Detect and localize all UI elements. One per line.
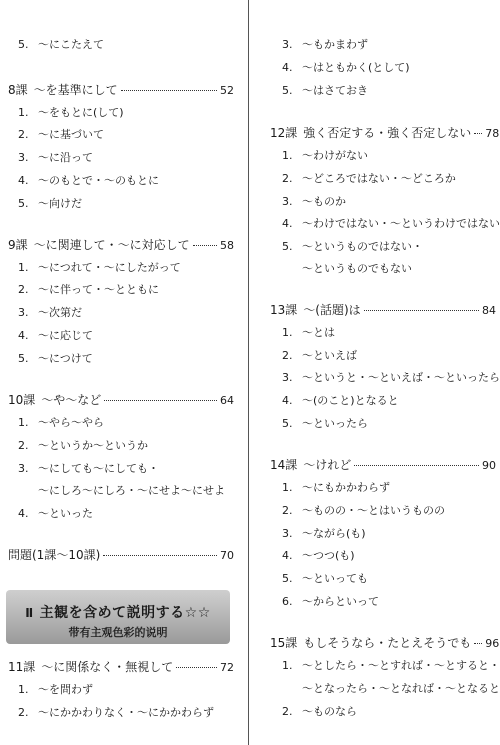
list-item: 2. ～に基づいて [18,128,104,141]
right-column [258,0,500,745]
list-item: 1. ～やら～やら [18,416,104,429]
list-item-continuation: ～となったら・～となれば・～となると [302,682,500,695]
list-item: 5. ～といっても [282,572,368,585]
list-item: 2. ～どころではない・～どころか [282,172,456,185]
section-banner [6,590,230,644]
list-item: 5. ～にこたえて [18,38,104,51]
list-item: 3. ～もかまわず [282,38,368,51]
list-item: 2. ～ものの・～とはいうものの [282,504,445,517]
list-item: 5. ～につけて [18,352,93,365]
list-item: 4. ～のもとで・～のもとに [18,174,159,187]
lesson-heading: 8課 ～を基準にして 52 [8,83,234,97]
list-item: 3. ～ながら(も) [282,527,366,540]
left-column [0,0,240,745]
review-heading: 問題(1課～10課) 70 [8,548,234,562]
lesson-heading: 12課 強く否定する・強く否定しない 78 [270,126,500,140]
section-title: 主観を含めて説明する☆☆ [39,605,211,621]
list-item: 4. ～つつ(も) [282,549,355,562]
list-item: 1. ～わけがない [282,149,368,162]
list-item: 4. ～に応じて [18,329,93,342]
list-item: 2. ～というか～というか [18,439,148,452]
list-item: 4. ～(のこと)となると [282,394,399,407]
list-item: 3. ～ものか [282,195,346,208]
column-divider [248,0,249,745]
list-item: 5. ～といったら [282,417,368,430]
list-item: 1. ～につれて・～にしたがって [18,261,181,274]
list-item: 2. ～といえば [282,349,357,362]
lesson-heading: 9課 ～に関連して・～に対応して 58 [8,238,234,252]
list-item: 1. ～とは [282,326,335,339]
list-item: 5. ～というものではない・ [282,240,423,253]
list-item: 2. ～に伴って・～とともに [18,283,159,296]
list-item: 1. ～にもかかわらず [282,481,390,494]
list-item: 1. ～を問わず [18,683,93,696]
list-item: 5. ～向けだ [18,197,82,210]
list-item-continuation: ～というものでもない [302,262,412,275]
lesson-heading: 15課 もしそうなら・たとえそうでも 96 [270,636,500,650]
list-item: 4. ～といった [18,507,93,520]
list-item: 3. ～次第だ [18,306,82,319]
list-item: 1. ～をもとに(して) [18,106,124,119]
list-item: 4. ～はともかく(として) [282,61,410,74]
section-subtitle: 带有主观色彩的说明 [68,626,168,639]
lesson-heading: 14課 ～けれど 90 [270,458,496,472]
list-item: 3. ～というと・～といえば・～といったら [282,371,500,384]
list-item: 1. ～としたら・～とすれば・～とすると・ [282,659,500,672]
section-numeral: Ⅱ [25,606,34,620]
lesson-heading: 13課 ～(話題)は 84 [270,303,496,317]
list-item: 3. ～に沿って [18,151,93,164]
list-item: 2. ～にかかわりなく・～にかかわらず [18,706,214,719]
list-item: 3. ～にしても～にしても・ [18,462,159,475]
lesson-heading: 10課 ～や～など 64 [8,393,234,407]
list-item: 5. ～はさておき [282,84,368,97]
list-item: 6. ～からといって [282,595,379,608]
list-item-continuation: ～にしろ～にしろ・～にせよ～にせよ [38,484,225,497]
list-item: 2. ～ものなら [282,705,357,718]
list-item: 4. ～わけではない・～というわけではない [282,217,500,230]
lesson-heading: 11課 ～に関係なく・無視して 72 [8,660,234,674]
